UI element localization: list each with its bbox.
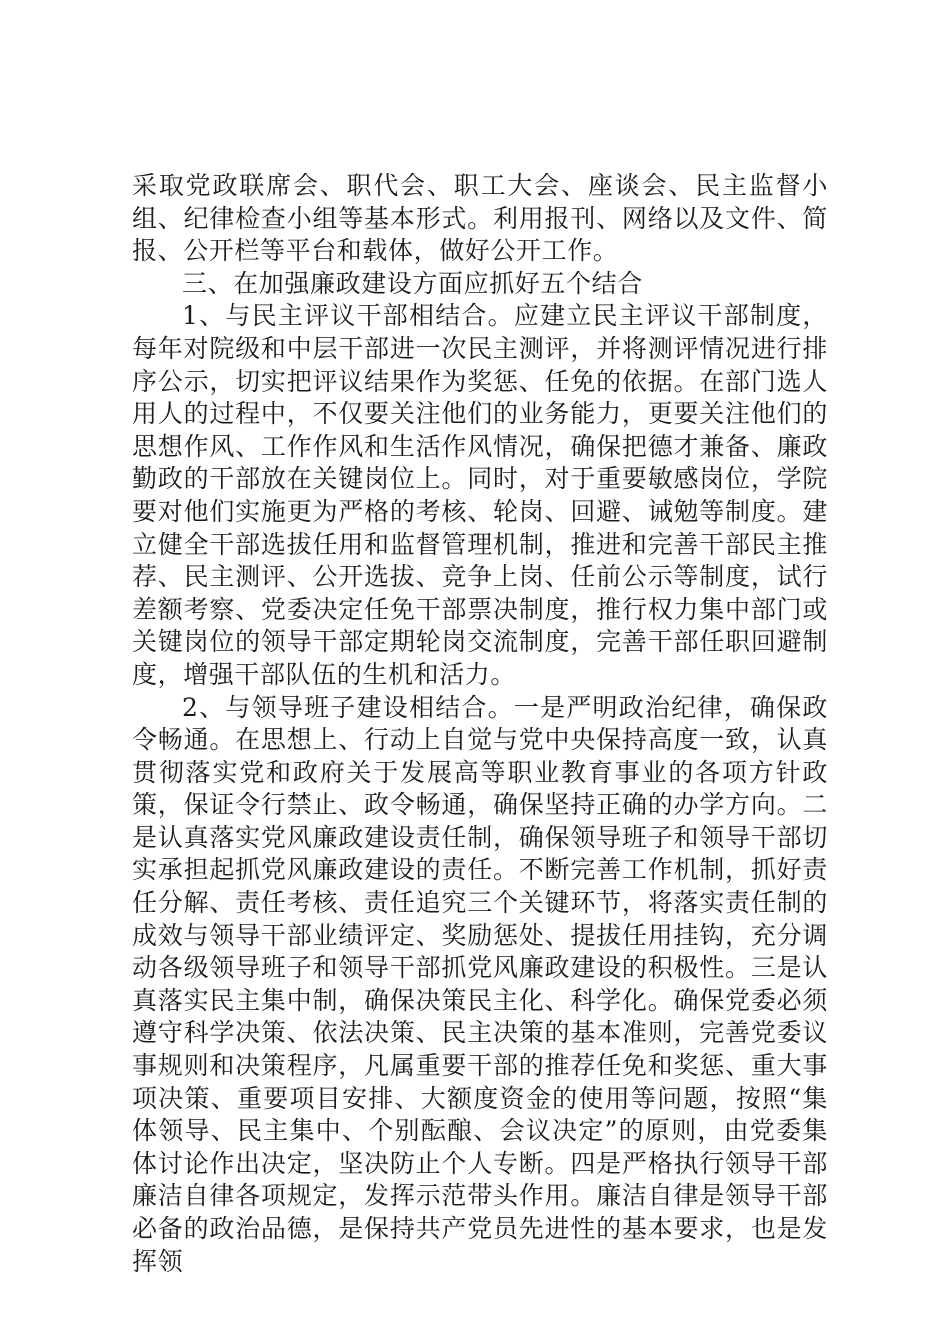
- body-paragraph-2: 1、与民主评议干部相结合。应建立民主评议干部制度，每年对院级和中层干部进一次民主测评，并将测评情况进行排序公示，切实把评议结果作为奖惩、任免的依据。在部门选人用人的过程中，不仅要关注他们的业务能力，更要关注他们的思想作风、工作作风和生活作风情况，确保把德才兼备、廉政勤政的干部放在关键岗位上。同时，对于重要敏感岗位，学院要对他们实施更为严格的考核、轮岗、回避、诫勉等制度。建立健全干部选拔任用和监督管理机制，推进和完善干部民主推荐、民主测评、公开选拔、竞争上岗、任前公示等制度，试行差额考察、党委决定任免干部票决制度，推行权力集中部门或关键岗位的领导干部定期轮岗交流制度，完善干部任职回避制度，增强干部队伍的生机和活力。: [132, 301, 828, 689]
- document-page: [132, 170, 828, 1278]
- body-paragraph-1: 采取党政联席会、职代会、职工大会、座谈会、民主监督小组、纪律检查小组等基本形式。利用报刊、网络以及文件、简报、公开栏等平台和载体，做好公开工作。: [132, 171, 828, 266]
- body-paragraph-3: 2、与领导班子建设相结合。一是严明政治纪律，确保政令畅通。在思想上、行动上自觉与党中央保持高度一致，认真贯彻落实党和政府关于发展高等职业教育事业的各项方针政策，保证令行禁止、政令畅通，确保坚持正确的办学方向。二是认真落实党风廉政建设责任制，确保领导班子和领导干部切实承担起抓党风廉政建设的责任。不断完善工作机制，抓好责任分解、责任考核、责任追究三个关键环节，将落实责任制的成效与领导干部业绩评定、奖励惩处、提拔任用挂钩，充分调动各级领导班子和领导干部抓党风廉政建设的积极性。三是认真落实民主集中制，确保决策民主化、科学化。确保党委必须遵守科学决策、依法决策、民主决策的基本准则，完善党委议事规则和决策程序，凡属重要干部的推荐任免和奖惩、重大事项决策、重要项目安排、大额度资金的使用等问题，按照“集体领导、民主集中、个别酝酿、会议决定”的原则，由党委集体讨论作出决定，坚决防止个人专断。四是严格执行领导干部廉洁自律各项规定，发挥示范带头作用。廉洁自律是领导干部必备的政治品德，是保持共产党员先进性的基本要求，也是发挥领: [132, 692, 828, 1276]
- section-heading: 三、在加强廉政建设方面应抓好五个结合: [182, 268, 643, 298]
